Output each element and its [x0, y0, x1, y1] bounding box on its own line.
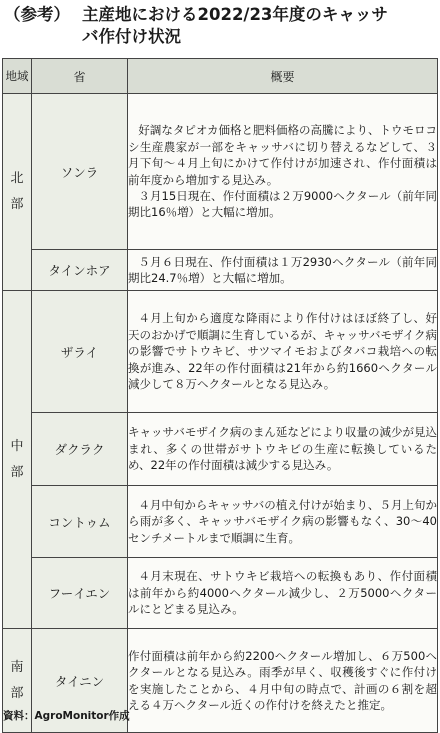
table-header-row: [3, 59, 438, 94]
region-name: 北部: [10, 171, 24, 212]
summary-paragraph: 作付面積は前年から約2200ヘクタール増加し、６万500ヘクタールとなる見込み。雨季が早く、収穫後すぐに作付けを実施したことから、４月中旬の時点で、計画の６割を超える４万ヘクタール近くの作付けを終えたと推定。: [128, 648, 437, 712]
province-cell: タイニン: [32, 629, 128, 733]
province-cell: ダクラク: [32, 413, 128, 486]
summary-cell: [128, 413, 438, 486]
table-row: [3, 94, 438, 250]
summary-paragraph: ３月15日現在、作付面積は２万9000ヘクタール（前年同期比16％増）と大幅に増加。: [128, 188, 437, 220]
summary-cell: [128, 558, 438, 629]
page-title: [4, 4, 436, 48]
title-prefix: （参考）: [4, 5, 70, 24]
summary-paragraph: 好調なタピオカ価格と肥料価格の高騰により、トウモロコシ生産農家が一部をキャッサバに切り替えるなどして、３月下旬～４月上旬にかけて作付けが加速され、作付面積は前年度から増加する見込み。: [128, 123, 437, 187]
header-summary: 概要: [128, 59, 438, 94]
table-row: [3, 558, 438, 629]
table-row: [3, 291, 438, 413]
region-name: 中部: [10, 438, 24, 480]
summary-paragraph: ５月６日現在、作付面積は１万2930ヘクタール（前年同期比24.7％増）と大幅に増加。: [128, 254, 437, 285]
header-province: 省: [32, 59, 128, 94]
province-cell: タインホア: [32, 250, 128, 291]
cassava-planting-table: [2, 58, 438, 733]
table-row: [3, 413, 438, 486]
region-cell-central: [3, 291, 32, 629]
summary-cell: [128, 94, 438, 250]
title-line-1: 主産地における2022/23年度のキャッサ: [82, 5, 388, 24]
province-cell: ソンラ: [32, 94, 128, 250]
summary-paragraph: ４月末現在、サトウキビ栽培への転換もあり、作付面積は前年から約4000ヘクタール減少し、２万5000ヘクタールにとどまる見込み。: [128, 569, 437, 617]
table-row: [3, 250, 438, 291]
source-note: 資料：AgroMonitor作成: [3, 710, 130, 722]
province-cell: コントゥム: [32, 486, 128, 558]
title-line-2: バ作付け状況: [82, 27, 181, 46]
region-name: 南部: [10, 659, 24, 701]
summary-paragraph: ４月上旬から適度な降雨により作付けはほぼ終了し、好天のおかげで順調に生育しているが、キャッサバモザイク病の影響でサトウキビ、サツマイモおよびタバコ栽培への転換が進み、22年の作付面積は21年から約1660ヘクタール減少して８万ヘクタールとなる見込み。: [128, 311, 437, 392]
table-row: [3, 486, 438, 558]
summary-cell: [128, 291, 438, 413]
province-cell: フーイエン: [32, 558, 128, 629]
summary-cell: [128, 629, 438, 733]
summary-paragraph: ４月中旬からキャッサバの植え付けが始まり、５月上旬から雨が多く、キャッサバモザイク病の影響もなく、30～40センチメートルまで順調に生育。: [128, 497, 437, 545]
summary-paragraph: キャッサバモザイク病のまん延などにより収量の減少が見込まれ、多くの世帯がサトウキビの生産に転換しているため、22年の作付面積は減少する見込み。: [128, 425, 437, 473]
province-cell: ザライ: [32, 291, 128, 413]
summary-cell: [128, 250, 438, 291]
header-region-text: 地域: [5, 69, 29, 83]
region-cell-north: [3, 94, 32, 291]
summary-cell: [128, 486, 438, 558]
header-region: [3, 59, 32, 94]
